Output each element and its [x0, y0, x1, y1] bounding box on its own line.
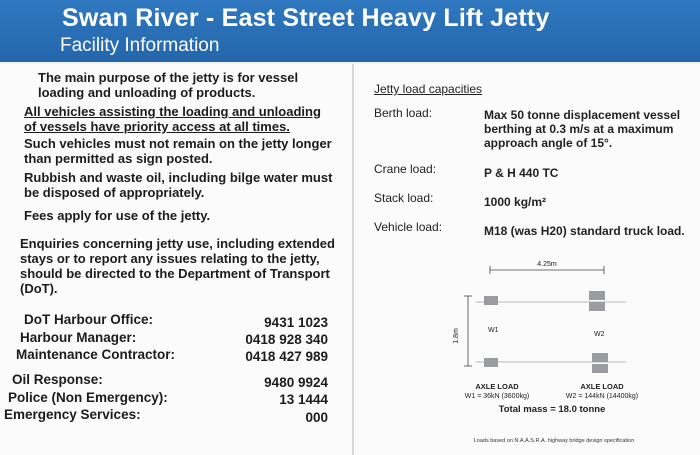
load-capacities-heading: Jetty load capacities: [374, 82, 483, 96]
vehicles-limit-text: Such vehicles must not remain on the jetty longer than permitted as sign posted.: [24, 136, 332, 166]
contact-label: Police (Non Emergency):: [8, 390, 168, 405]
header-banner: [0, 0, 700, 62]
load-value: 1000 kg/m²: [484, 195, 547, 209]
contact-value: 0418 928 340: [245, 332, 328, 347]
rubbish-text: Rubbish and waste oil, including bilge water must be disposed of appropriately.: [24, 170, 333, 200]
contact-value: 9480 9924: [264, 375, 328, 390]
total-mass: Total mass = 18.0 tonne: [498, 404, 606, 415]
enquiries-text: Enquiries concerning jetty use, including extended stays or to report any issues relating to the jetty, should be directed to the Department of Transport (DoT).: [20, 236, 335, 296]
load-value: P & H 440 TC: [484, 166, 559, 180]
axle2-value: W2 = 144kN (14400kg): [565, 393, 639, 400]
load-value: Max 50 tonne displacement vessel berthing at 0.3 m/s at a maximum approach angle of 15°.: [484, 108, 681, 150]
contact-label: Emergency Services:: [4, 407, 141, 422]
load-label: Berth load:: [374, 106, 433, 120]
load-label: Vehicle load:: [374, 220, 443, 234]
w1-label: W1: [488, 327, 499, 334]
axle-load-diagram: [354, 250, 700, 455]
wheel-w1-bottom: [484, 358, 498, 367]
axle1-title: AXLE LOAD: [475, 382, 519, 391]
w2-label: W2: [594, 331, 605, 338]
vehicles-priority-text: All vehicles assisting the loading and unloading of vessels have priority access at all times.: [24, 104, 321, 134]
contact-value: 9431 1023: [264, 315, 328, 330]
wheel-w2-bottom-rear: [592, 364, 608, 373]
wheel-w2-top-front: [589, 291, 605, 300]
load-label: Stack load:: [374, 191, 434, 205]
axle1-value: W1 = 36kN (3600kg): [464, 393, 530, 400]
right-panel: [354, 64, 700, 455]
contact-value: 000: [305, 410, 328, 425]
wheel-w2-top-rear: [589, 302, 605, 311]
wheel-w1-top: [484, 296, 498, 305]
purpose-text: The main purpose of the jetty is for vessel loading and unloading of products.: [38, 70, 299, 100]
contact-value: 13 1444: [279, 392, 328, 407]
fees-text: Fees apply for use of the jetty.: [24, 208, 211, 223]
page-subtitle: Facility Information: [60, 35, 220, 56]
load-value: M18 (was H20) standard truck load.: [484, 224, 685, 238]
width-dimension-label: 4.25m: [537, 261, 557, 268]
page-title: Swan River - East Street Heavy Lift Jetty: [62, 4, 550, 32]
footnote: Loads based on N.A.A.S.R.A. highway bridge design specification: [473, 438, 635, 444]
contact-label: Harbour Manager:: [20, 330, 137, 345]
contact-label: DoT Harbour Office:: [24, 312, 154, 327]
load-label: Crane load:: [374, 162, 437, 176]
left-panel: [0, 64, 354, 455]
contact-label: Maintenance Contractor:: [16, 347, 176, 362]
contact-value: 0418 427 989: [245, 349, 328, 364]
contact-label: Oil Response:: [12, 372, 103, 387]
axle2-title: AXLE LOAD: [580, 382, 624, 391]
wheel-w2-bottom-front: [592, 353, 608, 362]
height-dimension-label: 1.8m: [453, 328, 460, 344]
